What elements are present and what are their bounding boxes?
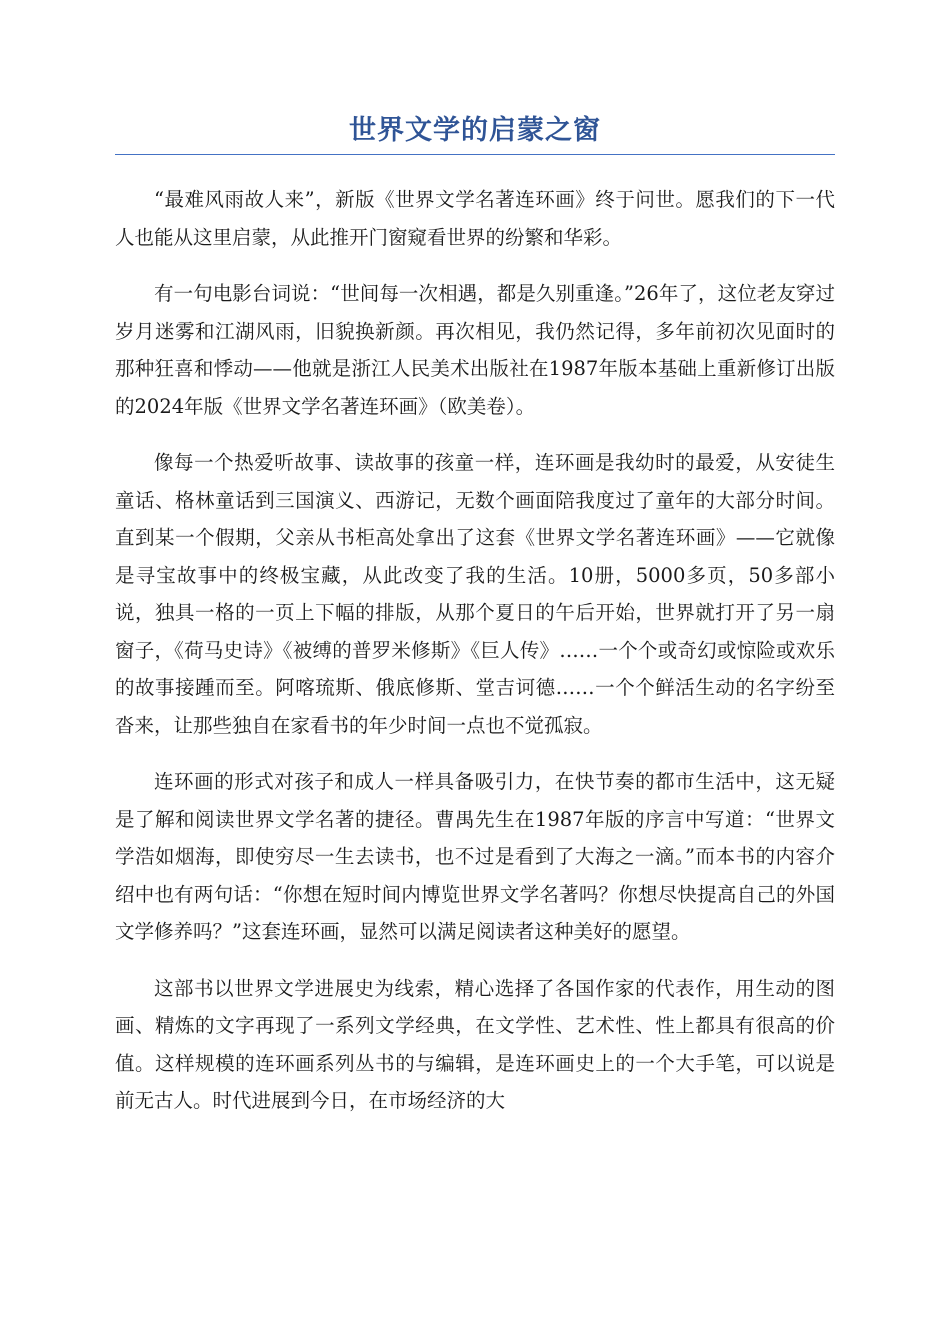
document-page	[115, 112, 835, 1139]
paragraph: “最难风雨故人来”，新版《世界文学名著连环画》终于问世。愿我们的下一代人也能从这里启蒙，从此推开门窗窥看世界的纷繁和华彩。	[115, 188, 835, 249]
paragraph: 像每一个热爱听故事、读故事的孩童一样，连环画是我幼时的最爱，从安徒生童话、格林童话到三国演义、西游记，无数个画面陪我度过了童年的大部分时间。直到某一个假期，父亲从书柜高处拿出了这套《世界文学名著连环画》——它就像是寻宝故事中的终极宝藏，从此改变了我的生活。10册，5000多页，50多部小说，独具一格的一页上下幅的排版，从那个夏日的午后开始，世界就打开了另一扇窗子，《荷马史诗》《被缚的普罗米修斯》《巨人传》……一个个或奇幻或惊险或欢乐的故事接踵而至。阿喀琉斯、俄底修斯、堂吉诃德……一个个鲜活生动的名字纷至沓来，让那些独自在家看书的年少时间一点也不觉孤寂。	[115, 451, 835, 737]
paragraph: 这部书以世界文学进展史为线索，精心选择了各国作家的代表作，用生动的图画、精炼的文字再现了一系列文学经典，在文学性、艺术性、性上都具有很高的价值。这样规模的连环画系列丛书的与编辑，是连环画史上的一个大手笔，可以说是前无古人。时代进展到今日，在市场经济的大	[115, 976, 835, 1112]
document-title: 世界文学的启蒙之窗	[115, 112, 835, 155]
document-body	[115, 181, 835, 1120]
paragraph: 有一句电影台词说：“世间每一次相遇，都是久别重逢。”26年了，这位老友穿过岁月迷雾和江湖风雨，旧貌换新颜。再次相见，我仍然记得，多年前初次见面时的那种狂喜和悸动——他就是浙江人民美术出版社在1987年版本基础上重新修订出版的2024年版《世界文学名著连环画》（欧美卷）。	[115, 282, 835, 418]
paragraph: 连环画的形式对孩子和成人一样具备吸引力，在快节奏的都市生活中，这无疑是了解和阅读世界文学名著的捷径。曹禺先生在1987年版的序言中写道：“世界文学浩如烟海，即使穷尽一生去读书，也不过是看到了大海之一滴。”而本书的内容介绍中也有两句话：“你想在短时间内博览世界文学名著吗？你想尽快提高自己的外国文学修养吗？”这套连环画，显然可以满足阅读者这种美好的愿望。	[115, 770, 835, 943]
